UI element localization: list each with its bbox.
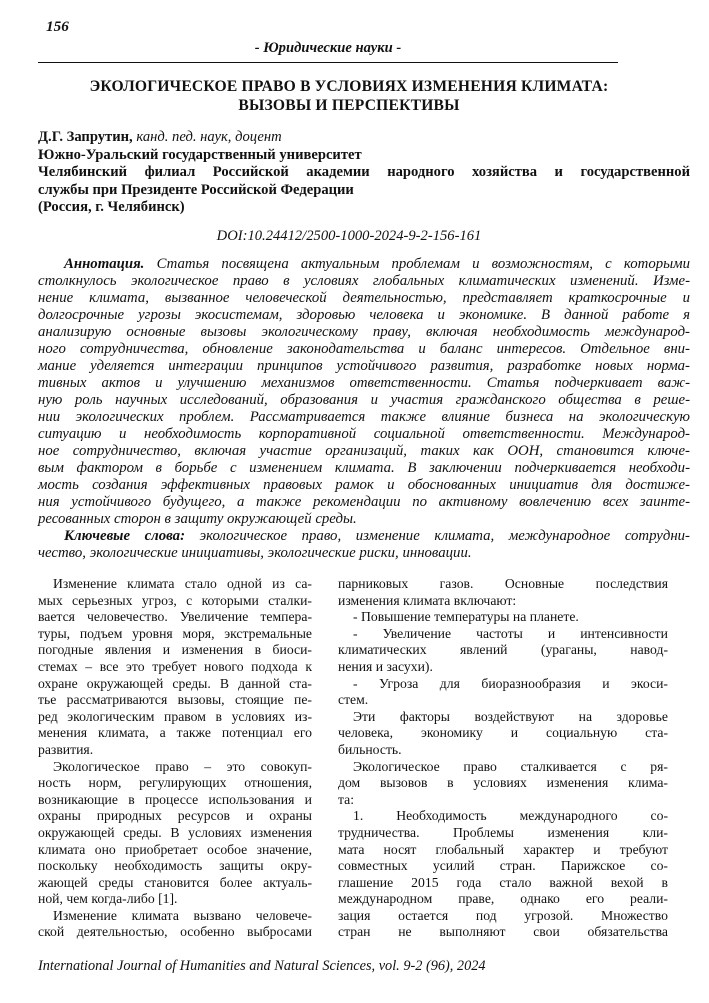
body-text-line: совместных усилий стран. Парижское со-	[338, 858, 668, 874]
body-text-line: ность норм, регулирующих отношения,	[38, 775, 312, 791]
affiliations	[38, 147, 690, 217]
body-text-line: 1. Необходимость международного со-	[353, 808, 668, 824]
body-text-line: глашение 2015 года стало важной вехой в	[338, 874, 668, 890]
affiliation-line: службы при Президенте Российской Федерации	[38, 181, 354, 198]
body-text-line: трудничества. Проблемы изменения кли-	[338, 824, 668, 840]
abstract-line: столкнулось экологическое право в условиях глобальных климатических изменений. Изме-	[38, 273, 690, 289]
body-text-line: Эти факторы воздействуют на здоровье	[353, 708, 668, 724]
abstract-line: тивных актов и улучшению механизмов ответственности. Статья подчеркивает важ-	[38, 375, 690, 391]
page-number: 156	[46, 18, 69, 35]
body-text-line: окружающей среды. В условиях изменения	[38, 824, 312, 840]
running-header: - Юридические науки -	[254, 40, 402, 56]
body-text-line: - Угроза для биоразнообразия и экоси-	[353, 675, 668, 691]
body-text-line: стран не выполняют свои обязательства	[338, 924, 668, 940]
affiliation-line: Челябинский филиал Российской академии народного хозяйства и государственной	[38, 164, 690, 180]
journal-footer: International Journal of Humanities and Natural Sciences, vol. 9-2 (96), 2024	[38, 958, 486, 974]
body-text-line: ред экологическим правом в условиях из-	[38, 708, 312, 724]
body-text-line: туры, подъем уровня моря, экстремальные	[38, 625, 312, 641]
body-text-line: развития.	[38, 741, 94, 757]
body-text-line: изменения климата включают:	[338, 592, 517, 608]
article-title-line2: ВЫЗОВЫ И ПЕРСПЕКТИВЫ	[238, 96, 460, 114]
body-text-line: Изменение климата стало одной из са-	[53, 576, 312, 591]
abstract-line: анализирую основные вызовы экологическому праву, включая необходимость международ-	[38, 324, 690, 340]
abstract-line: ситуацию и необходимость корпоративной социальной ответственности. Международ-	[38, 426, 690, 442]
abstract-line: ресованных сторон в защиту окружающей среды.	[38, 511, 357, 527]
abstract-line: ную роль научных исследований, образования и участия гражданского общества в реше-	[38, 392, 690, 408]
body-text-line: нения и засухи).	[338, 658, 433, 674]
abstract-line: вым фактором в борьбе с изменением климата. В заключении подчеркивается необходи-	[38, 460, 690, 476]
body-text-line: та:	[338, 791, 355, 807]
body-text-line: ской деятельностью, особенно выбросами	[38, 924, 312, 940]
header-rule	[38, 62, 618, 63]
abstract-line: долгосрочные угрозы экосистемам, здоровью человека и экономике. В данной работе я	[38, 307, 690, 323]
body-text-line: мата носят глобальный характер и требуют	[338, 841, 668, 857]
body-text-line: стемах – все это требует нового подхода к	[38, 658, 312, 674]
body-text-line: - Увеличение частоты и интенсивности	[353, 625, 668, 641]
abstract-line: чество, экологические инициативы, экологические риски, инновации.	[38, 545, 472, 561]
abstract-line: Ключевые слова: экологическое право, изменение климата, международное сотрудни-	[64, 528, 690, 544]
body-text-line: Экологическое право – это совокуп-	[53, 758, 312, 774]
author-name: Д.Г. Запрутин,	[38, 129, 133, 145]
doi: DOI:10.24412/2500-1000-2024-9-2-156-161	[216, 228, 482, 244]
author-line	[38, 129, 690, 147]
body-text-line: дом вызовов в условиях изменения клима-	[338, 775, 668, 791]
body-text-line: - Повышение температуры на планете.	[353, 609, 579, 625]
affiliation-line: (Россия, г. Челябинск)	[38, 199, 185, 215]
abstract-line: ния устойчивого будущего, а также рекомендации по активному вовлечению всех заинте-	[38, 494, 690, 510]
abstract-line: нение климата, вызванное человеческой деятельностью, представляет краткосрочные и	[38, 290, 690, 306]
body-text-line: человека, экономику и социальную ста-	[338, 725, 668, 741]
body-text-line: погодные явления и изменения в биоси-	[38, 642, 312, 658]
abstract-line: нии экологических проблем. Рассматривается также влияние бизнеса на экологическую	[38, 409, 690, 425]
abstract-line: ного сотрудничества, обновление законодательства и баланс интересов. Отдельное вни-	[38, 341, 690, 357]
body-text-line: Изменение климата вызвано человече-	[53, 907, 312, 923]
abstract-block	[38, 256, 690, 562]
body-text-line: Экологическое право сталкивается с ря-	[353, 758, 668, 774]
body-text-line: тье рассматриваются вызовы, стоящие пе-	[38, 692, 312, 708]
author-block	[38, 129, 690, 217]
body-text-line: парниковых газов. Основные последствия	[338, 576, 668, 591]
body-text-line: жающей среды становится более актуаль-	[38, 874, 312, 890]
abstract-line: Аннотация. Статья посвящена актуальным проблемам и возможностям, с которыми	[64, 256, 690, 272]
body-text-line: зация остается под угрозой. Множество	[338, 907, 668, 923]
affiliation-line: Южно-Уральский государственный университет	[38, 146, 362, 163]
article-title	[38, 78, 660, 116]
body-text-line: возникающие в процессе использования и	[38, 791, 312, 807]
body-text-line: ной, чем когда-либо [1].	[38, 891, 178, 907]
body-text-line: климатических явлений (ураганы, навод-	[338, 642, 668, 658]
body-text-line: международном праве, однако его реали-	[338, 891, 668, 907]
article-title-line1: ЭКОЛОГИЧЕСКОЕ ПРАВО В УСЛОВИЯХ ИЗМЕНЕНИЯ КЛИМАТА:	[89, 78, 609, 95]
body-text-line: охране окружающей среды. В данной ста-	[38, 675, 312, 691]
abstract-line-label: Ключевые слова:	[64, 528, 186, 544]
abstract-line: ное сотрудничество, включая участие организаций, таких как ООН, становится ключе-	[38, 443, 690, 459]
abstract-line-label: Аннотация.	[64, 256, 145, 272]
body-text-line: поскольку необходимость защиты окру-	[38, 858, 312, 874]
body-text-line: вается человечество. Увеличение темпера-	[38, 609, 312, 625]
right-column	[338, 576, 668, 941]
body-text-line: мых серьезных угроз, с которыми сталки-	[38, 592, 312, 608]
body-text-line: климата оно приобретает особое значение,	[38, 841, 312, 857]
body-text-line: бильность.	[338, 741, 402, 757]
author-degree: канд. пед. наук, доцент	[132, 129, 282, 145]
body-text-line: менения климата, а также потенциал его	[38, 725, 312, 741]
left-column	[38, 576, 312, 941]
abstract-line: мость создания эффективных правовых рамок и обоснованных инициатив для достиже-	[38, 477, 690, 493]
body-text-line: охраны природных ресурсов и охраны	[38, 808, 312, 824]
abstract-line: мание уделяется интеграции принципов устойчивого развития, разработке новых норма-	[38, 358, 690, 374]
body-text-line: стем.	[338, 692, 369, 708]
